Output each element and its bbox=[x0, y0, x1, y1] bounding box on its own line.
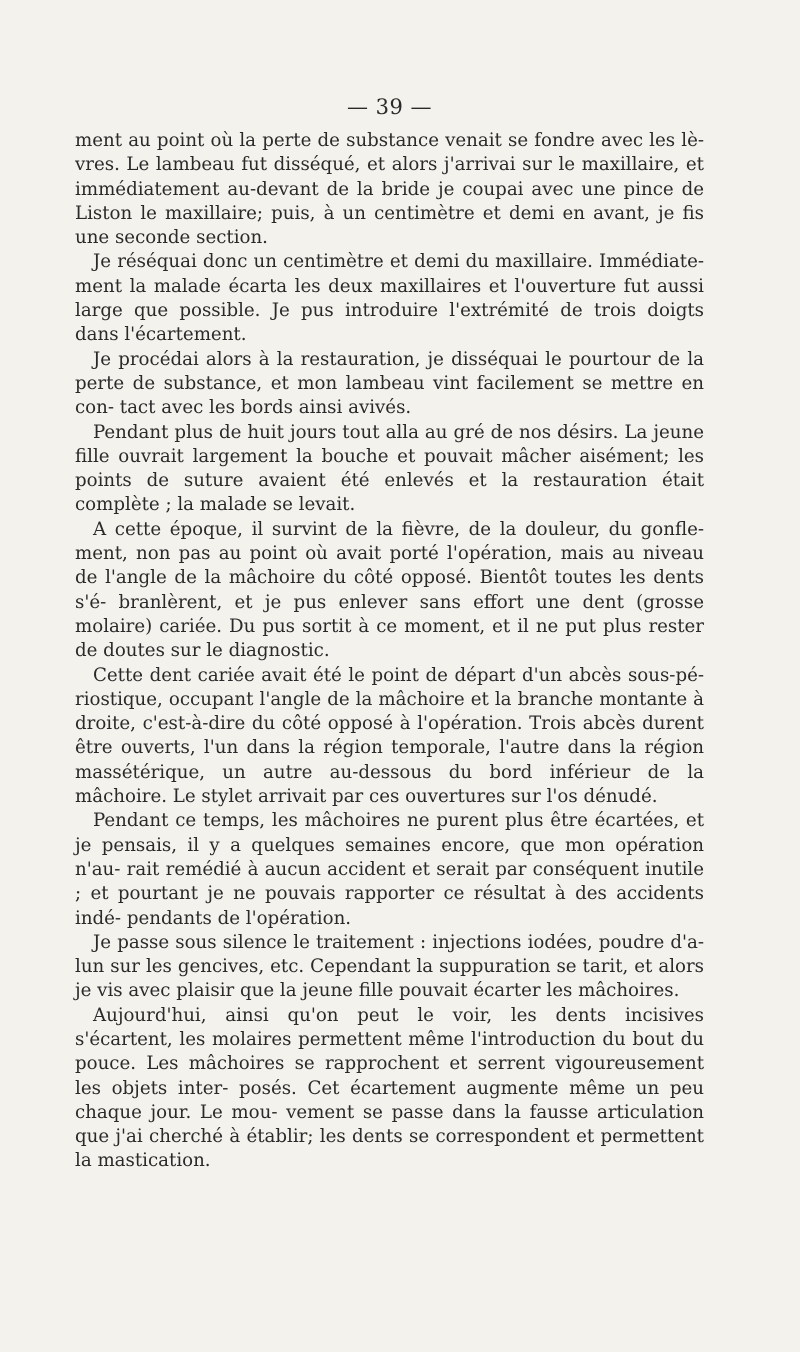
paragraph: ment au point où la perte de substance venait se fondre avec les lè- vres. Le lambeau fut disséqué, et alors j'arrivai sur le maxillaire, et immédiatement au-devant de la bride je coupai avec une pince de Liston le maxillaire; puis, à un centimètre et demi en avant, je fis une seconde section. bbox=[75, 130, 704, 249]
paragraph: Pendant plus de huit jours tout alla au gré de nos désirs. La jeune fille ouvrait largement la bouche et pouvait mâcher aisément; les points de suture avaient été enlevés et la restauration était complète ; la malade se levait. bbox=[75, 421, 704, 516]
paragraph: Je passe sous silence le traitement : injections iodées, poudre d'a- lun sur les gencives, etc. Cependant la suppuration se tarit, et alors je vis avec plaisir que la jeune fille pouvait écarter les mâchoires. bbox=[75, 931, 704, 1002]
body-text bbox=[75, 129, 704, 1174]
paragraph: Je réséquai donc un centimètre et demi du maxillaire. Immédiate- ment la malade écarta les deux maxillaires et l'ouverture fut aussi large que possible. Je pus introduire l'extrémité de trois doigts dans l'écartement. bbox=[75, 251, 704, 346]
paragraph: Aujourd'hui, ainsi qu'on peut le voir, les dents incisives s'écartent, les molaires permettent même l'introduction du bout du pouce. Les mâchoires se rapprochent et serrent vigoureusement les objets inter- posés. Cet écartement augmente même un peu chaque jour. Le mou- vement se passe dans la fausse articulation que j'ai cherché à établir; les dents se correspondent et permettent la mastication. bbox=[75, 1004, 704, 1172]
paragraph: Je procédai alors à la restauration, je disséquai le pourtour de la perte de substance, et mon lambeau vint facilement se mettre en con- tact avec les bords ainsi avivés. bbox=[75, 348, 704, 419]
paragraph: Cette dent cariée avait été le point de départ d'un abcès sous-pé- riostique, occupant l'angle de la mâchoire et la branche montante à droite, c'est-à-dire du côté opposé à l'opération. Trois abcès durent être ouverts, l'un dans la région temporale, l'autre dans la région massétérique, un autre au-dessous du bord inférieur de la mâchoire. Le stylet arrivait par ces ouvertures sur l'os dénudé. bbox=[75, 664, 704, 808]
paragraph: Pendant ce temps, les mâchoires ne purent plus être écartées, et je pensais, il y a quelques semaines encore, que mon opération n'au- rait remédié à aucun accident et serait par conséquent inutile ; et pourtant je ne pouvais rapporter ce résultat à des accidents indé- pendants de l'opération. bbox=[75, 810, 704, 929]
page-number: — 39 — bbox=[346, 95, 433, 119]
paragraph: A cette époque, il survint de la fièvre, de la douleur, du gonfle- ment, non pas au point où avait porté l'opération, mais au niveau de l'angle de la mâchoire du côté opposé. Bientôt toutes les dents s'é- branlèrent, et je pus enlever sans effort une dent (grosse molaire) cariée. Du pus sortit à ce moment, et il ne put plus rester de doutes sur le diagnostic. bbox=[75, 518, 704, 662]
